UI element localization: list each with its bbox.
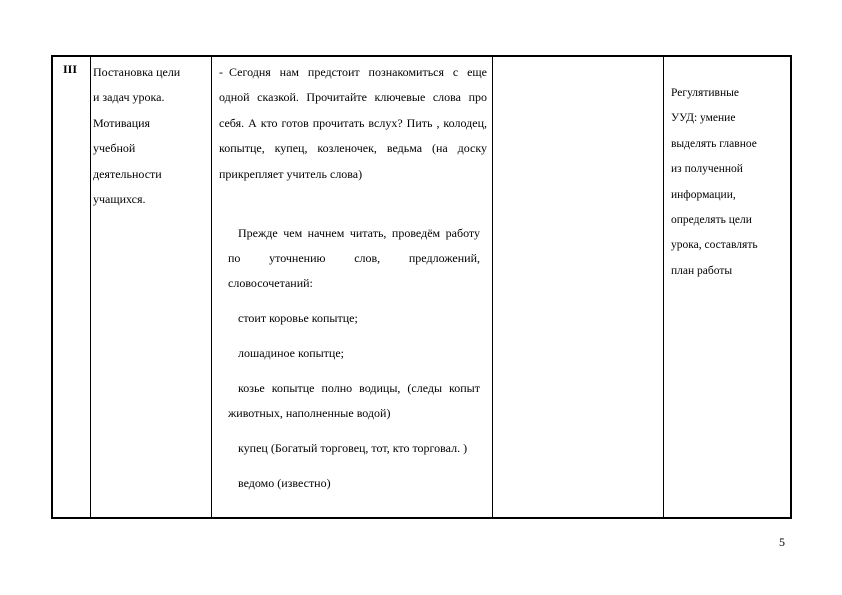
stage-title-cell [93, 60, 211, 212]
teacher-paragraph: купец (Богатый торговец, тот, кто торговал. ) [238, 441, 468, 455]
stage-title-line: Постановка цели [93, 65, 181, 79]
column-divider [663, 57, 664, 517]
teacher-intro-text [219, 60, 487, 187]
teacher-paragraph: козье копытце полно водицы, (следы копыт животных, наполненные водой) [228, 381, 480, 420]
uud-line: определять цели [671, 214, 752, 227]
page-number: 5 [779, 535, 785, 549]
uud-cell [671, 81, 779, 284]
teacher-activity-cell [228, 221, 480, 506]
stage-title-line: деятельности [93, 166, 162, 181]
lesson-table [51, 55, 792, 519]
teacher-paragraph: ведомо (известно) [238, 476, 331, 490]
uud-line: Регулятивные [671, 87, 739, 99]
uud-line: выделять главное [671, 137, 757, 150]
teacher-paragraph: стоит коровье копытце; [238, 311, 358, 325]
uud-line: информации, [671, 188, 736, 201]
uud-line: план работы [671, 264, 733, 277]
teacher-paragraph: лошадиное копытце; [238, 346, 345, 360]
column-divider [211, 57, 212, 517]
stage-title-line: и задач урока. [93, 90, 165, 105]
column-divider [492, 57, 493, 517]
teacher-paragraph: Прежде чем начнем читать, проведём работу по уточнению слов, предложений, словосочетаний: [228, 226, 480, 290]
uud-line: урока, составлять [671, 239, 758, 252]
stage-title-line: учащихся. [93, 192, 146, 207]
uud-line: УУД: умение [671, 112, 736, 125]
stage-number: III [63, 62, 78, 76]
stage-title-line: Мотивация [93, 115, 151, 130]
uud-line: из полученной [671, 163, 743, 176]
teacher-intro-body: Сегодня нам предстоит познакомиться с еще одной сказкой. Прочитайте ключевые слова про себя. А кто готов прочитать вслух? Пить , колодец, копытце, купец, козленочек, ведьма (на доску прикрепляет учитель слова) [219, 65, 487, 181]
column-divider [90, 57, 91, 517]
dash-marker: - [219, 65, 223, 79]
stage-title-line: учебной [93, 141, 136, 156]
